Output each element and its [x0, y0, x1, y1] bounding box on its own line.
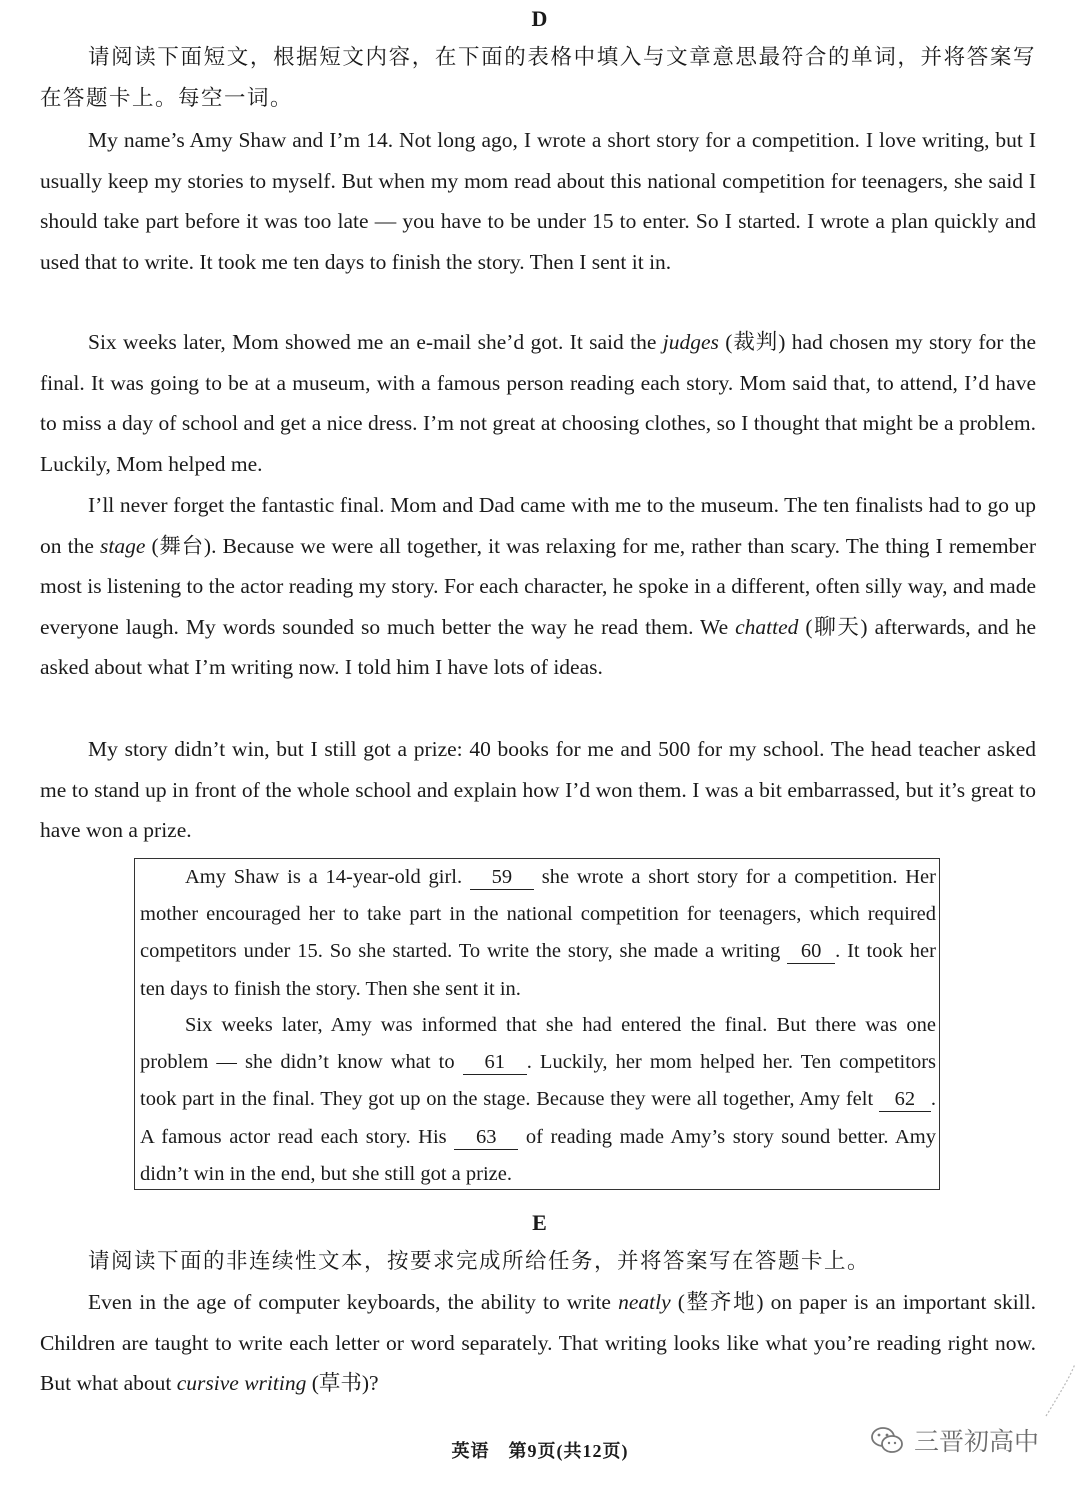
section-e-instruction: 请阅读下面的非连续性文本，按要求完成所给任务，并将答案写在答题卡上。	[88, 1249, 871, 1273]
section-e-heading: E	[532, 1210, 548, 1235]
passage-d-paragraph-1: My name’s Amy Shaw and I’m 14. Not long ago, I wrote a short story for a competition. I love writing, but I usually keep my stories to myself. But when my mom read about this national competition for teenagers, she said I should take part before it was too late — you have to be under 15 to enter. So I started. I wrote a plan quickly and used that to write. It took me ten days to finish the story. Then I sent it in.	[40, 128, 1036, 274]
keyword-neatly: neatly	[618, 1290, 671, 1314]
blank-60: 60	[787, 939, 835, 964]
blank-59: 59	[470, 865, 534, 890]
wechat-icon	[870, 1425, 904, 1455]
blank-61: 61	[463, 1050, 527, 1075]
keyword-cursive-writing: cursive writing	[176, 1371, 307, 1396]
page-footer: 英语 第9页(共12页)	[451, 1441, 629, 1461]
passage-d-paragraph-2: Six weeks later, Mom showed me an e-mail she’d got. It said the judges (裁判) had chosen my story for the final. It was going to be at a museum, with a famous person reading each story. Mom said that, to attend, I’d have to miss a day of school and get a nice dress. I’m not great at choosing clothes, so I thought that might be a problem. Luckily, Mom helped me.	[40, 330, 1036, 476]
summary-box	[134, 858, 940, 1190]
watermark	[870, 1422, 1039, 1458]
blank-63: 63	[454, 1125, 518, 1150]
section-d-heading: D	[531, 6, 549, 31]
passage-d-paragraph-4: My story didn’t win, but I still got a prize: 40 books for me and 500 for my school. The head teacher asked me to stand up in front of the whole school and explain how I’d won them. I was a bit embarrassed, but it’s great to have won a prize.	[40, 737, 1036, 843]
keyword-chatted: chatted	[735, 614, 799, 639]
passage-e-paragraph-1: Even in the age of computer keyboards, the ability to write neatly (整齐地) on paper is an important skill. Children are taught to write each letter or word separately. That writing looks like what you’re reading right now. But what about cursive writing (草书)?	[40, 1290, 1036, 1396]
scan-mark-icon	[1042, 1360, 1078, 1420]
blank-62: 62	[879, 1087, 931, 1112]
keyword-stage: stage	[100, 533, 146, 558]
summary-paragraph-1: Amy Shaw is a 14-year-old girl. 59 she wrote a short story for a competition. Her mother encouraged her to take part in the national competition for teenagers, which required competitors under 15. So she started. To write the story, she made a writing 60 . It took her ten days to finish the story. Then she sent it in.	[140, 866, 936, 1000]
watermark-text: 三晋初高中	[914, 1427, 1040, 1456]
summary-paragraph-2: Six weeks later, Amy was informed that she had entered the final. But there was one problem — she didn’t know what to 61 . Luckily, her mom helped her. Ten competitors took part in the final. They got up on the stage. Because they were all together, Amy felt 62 . A famous actor read each story. His 63 of reading made Amy’s story sound better. Amy didn’t win in the end, but she still got a prize.	[140, 1014, 937, 1185]
passage-d-paragraph-3: I’ll never forget the fantastic final. Mom and Dad came with me to the museum. The ten finalists had to go up on the stage (舞台). Because we were all together, it was relaxing for me, rather than scary. The thing I remember most is listening to the actor reading my story. For each character, he spoke in a different, often silly way, and made everyone laugh. My words sounded so much better the way he read them. We chatted (聊天) afterwards, and he asked about what I’m writing now. I told him I have lots of ideas.	[40, 493, 1036, 680]
keyword-judges: judges	[662, 330, 719, 354]
section-d-instruction: 请阅读下面短文，根据短文内容，在下面的表格中填入与文章意思最符合的单词，并将答案写在答题卡上。每空一词。	[40, 45, 1036, 110]
